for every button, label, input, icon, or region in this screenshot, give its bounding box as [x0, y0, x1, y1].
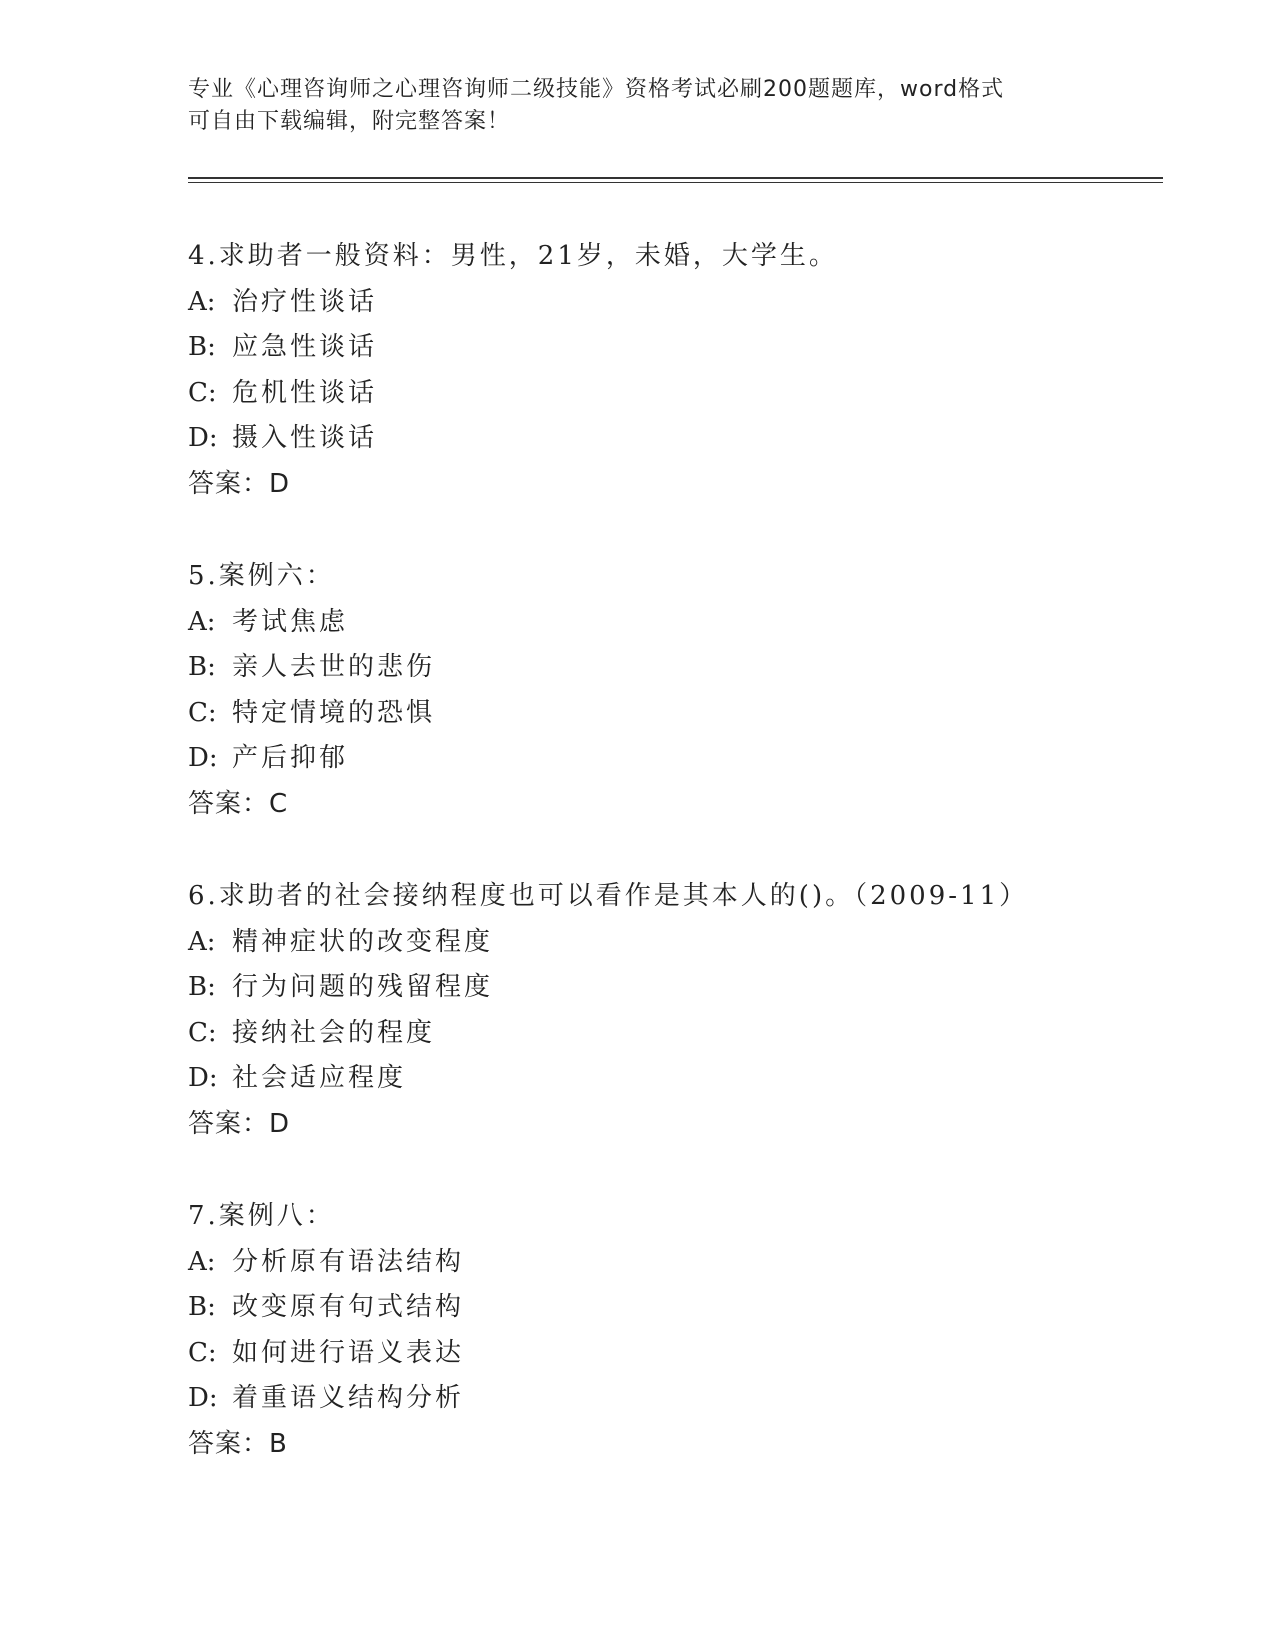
- option-text: 分析原有语法结构: [232, 1246, 465, 1277]
- option-b: [188, 325, 1188, 371]
- header-divider-thin: [188, 182, 1163, 183]
- option-text: 危机性谈话: [232, 377, 378, 408]
- option-letter: B:: [188, 652, 216, 682]
- option-letter: A:: [188, 926, 216, 957]
- option-a: [188, 280, 1188, 326]
- option-d: [188, 416, 1188, 462]
- option-letter: D:: [188, 423, 218, 453]
- option-a: [188, 1240, 1188, 1286]
- answer-line: 答案：C: [188, 788, 289, 819]
- header-divider-thick: [188, 177, 1163, 179]
- option-b: [188, 965, 1188, 1011]
- option-letter: A:: [188, 286, 216, 317]
- option-text: 接纳社会的程度: [232, 1017, 436, 1048]
- option-a: [188, 920, 1188, 966]
- answer-line: 答案：B: [188, 1428, 288, 1459]
- option-letter: C:: [188, 697, 217, 728]
- question-list: [188, 234, 1188, 1514]
- option-letter: C:: [188, 1337, 217, 1368]
- option-text: 亲人去世的悲伤: [232, 652, 436, 682]
- option-b: [188, 645, 1188, 691]
- option-text: 应急性谈话: [232, 332, 378, 362]
- option-text: 精神症状的改变程度: [232, 926, 494, 957]
- document-header: [188, 74, 1088, 138]
- question-5: [188, 554, 1188, 874]
- option-text: 摄入性谈话: [232, 423, 378, 453]
- header-title-line-2: 可自由下载编辑，附完整答案！: [188, 109, 511, 134]
- option-letter: D:: [188, 743, 218, 773]
- option-letter: B:: [188, 332, 216, 362]
- option-text: 改变原有句式结构: [232, 1292, 465, 1322]
- question-7: [188, 1194, 1188, 1514]
- option-text: 考试焦虑: [232, 606, 349, 637]
- question-6: [188, 874, 1188, 1194]
- option-letter: C:: [188, 377, 217, 408]
- option-letter: D:: [188, 1383, 218, 1413]
- option-c: [188, 1011, 1188, 1057]
- question-stem: 4.求助者一般资料：男性，21岁，未婚，大学生。: [188, 241, 838, 271]
- option-d: [188, 1056, 1188, 1102]
- option-letter: B:: [188, 1292, 216, 1322]
- question-stem: 6.求助者的社会接纳程度也可以看作是其本人的()。（2009-11）: [188, 881, 1029, 911]
- option-text: 着重语义结构分析: [232, 1383, 465, 1413]
- question-stem: 7.案例八：: [188, 1201, 335, 1231]
- option-letter: A:: [188, 606, 216, 637]
- option-d: [188, 736, 1188, 782]
- question-stem: 5.案例六：: [188, 561, 335, 591]
- question-4: [188, 234, 1188, 554]
- option-text: 行为问题的残留程度: [232, 972, 494, 1002]
- option-text: 治疗性谈话: [232, 286, 378, 317]
- option-text: 产后抑郁: [232, 743, 349, 773]
- option-letter: A:: [188, 1246, 216, 1277]
- option-a: [188, 600, 1188, 646]
- option-c: [188, 371, 1188, 417]
- answer-line: 答案：D: [188, 468, 291, 499]
- option-d: [188, 1376, 1188, 1422]
- option-text: 如何进行语义表达: [232, 1337, 465, 1368]
- option-c: [188, 1331, 1188, 1377]
- option-letter: C:: [188, 1017, 217, 1048]
- option-letter: B:: [188, 972, 216, 1002]
- option-b: [188, 1285, 1188, 1331]
- option-text: 特定情境的恐惧: [232, 697, 436, 728]
- option-c: [188, 691, 1188, 737]
- option-text: 社会适应程度: [232, 1063, 407, 1093]
- answer-line: 答案：D: [188, 1108, 291, 1139]
- option-letter: D:: [188, 1063, 218, 1093]
- header-title-line-1: 专业《心理咨询师之心理咨询师二级技能》资格考试必刷200题题库，word格式: [188, 77, 1005, 102]
